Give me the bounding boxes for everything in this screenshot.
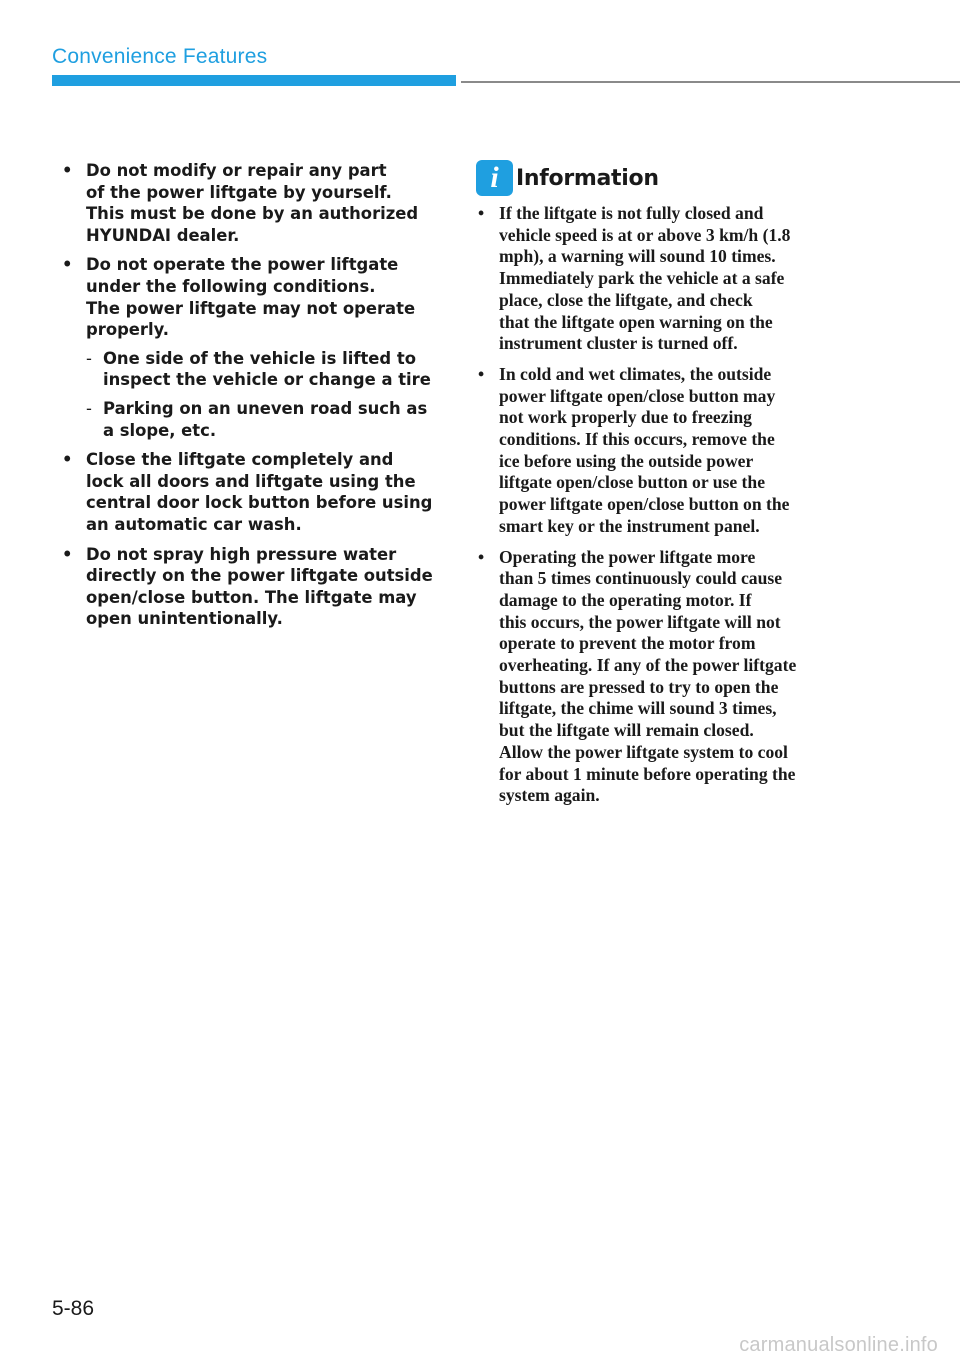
text-line: a slope, etc.: [103, 420, 217, 440]
text-line: Allow the power liftgate system to cool: [499, 741, 788, 762]
bullet-icon: •: [62, 450, 73, 470]
text-line: not work properly due to freezing: [499, 407, 752, 428]
text-line: power liftgate open/close button may: [499, 385, 776, 406]
text-line: Immediately park the vehicle at a safe: [499, 268, 785, 289]
text-line: place, close the liftgate, and check: [499, 289, 753, 310]
text-line: liftgate, the chime will sound 3 times,: [499, 698, 777, 719]
text-line: open/close button. The liftgate may: [86, 587, 417, 607]
section-title: Convenience Features: [52, 45, 268, 68]
text-line: overheating. If any of the power liftgate: [499, 655, 797, 676]
text-line: Do not modify or repair any part: [86, 161, 387, 180]
info-item: [478, 203, 858, 355]
bullet-icon: •: [62, 255, 73, 275]
text-line: but the liftgate will remain closed.: [499, 720, 754, 741]
text-line: directly on the power liftgate outside: [86, 566, 433, 586]
text-line: than 5 times continuously could cause: [499, 568, 783, 589]
bullet-icon: •: [62, 544, 73, 564]
warning-list: [62, 160, 442, 638]
text-line: conditions. If this occurs, remove the: [499, 429, 775, 450]
text-line: In cold and wet climates, the outside: [499, 363, 772, 384]
text-line: HYUNDAI dealer.: [86, 225, 240, 245]
bullet-icon: •: [478, 363, 485, 384]
text-line: under the following conditions.: [86, 276, 376, 296]
info-item: [478, 547, 858, 807]
text-line: The power liftgate may not operate: [86, 298, 416, 318]
text-line: buttons are pressed to try to open the: [499, 676, 779, 697]
warning-item: [62, 449, 442, 535]
dash-icon: -: [86, 398, 92, 418]
text-line: vehicle speed is at or above 3 km/h (1.8: [499, 224, 791, 245]
text-line: properly.: [86, 320, 170, 340]
text-line: Do not operate the power liftgate: [86, 255, 399, 275]
text-line: an automatic car wash.: [86, 514, 302, 534]
watermark: carmanualsonline.info: [739, 1334, 938, 1356]
page-number: 5-86: [52, 1297, 95, 1320]
text-line: smart key or the instrument panel.: [499, 515, 760, 536]
text-line: lock all doors and liftgate using the: [86, 471, 416, 491]
text-line: for about 1 minute before operating the: [499, 763, 796, 784]
text-line: operate to prevent the motor from: [499, 633, 756, 654]
information-title: Information: [516, 166, 659, 191]
text-line: If the liftgate is not fully closed and: [499, 203, 764, 223]
text-line: One side of the vehicle is lifted to: [103, 348, 416, 368]
info-icon: i: [476, 160, 513, 196]
text-line: ice before using the outside power: [499, 450, 754, 471]
warning-item: [62, 544, 442, 630]
text-line: power liftgate open/close button on the: [499, 494, 790, 515]
information-list: [478, 203, 858, 816]
text-line: This must be done by an authorized: [86, 204, 419, 224]
sub-item: [86, 398, 442, 441]
info-item: [478, 364, 858, 538]
warning-item: [62, 160, 442, 246]
bullet-icon: •: [478, 203, 485, 223]
text-line: system again.: [499, 785, 600, 806]
text-line: inspect the vehicle or change a tire: [103, 370, 431, 390]
text-line: damage to the operating motor. If: [499, 589, 752, 610]
text-line: Operating the power liftgate more: [499, 546, 756, 567]
text-line: open unintentionally.: [86, 609, 283, 629]
text-line: mph), a warning will sound 10 times.: [499, 246, 776, 267]
text-line: Close the liftgate completely and: [86, 450, 394, 470]
text-line: that the liftgate open warning on the: [499, 311, 773, 332]
text-line: Parking on an uneven road such as: [103, 398, 428, 418]
warning-item: [62, 254, 442, 441]
text-line: of the power liftgate by yourself.: [86, 182, 392, 202]
header-accent-bar: [52, 75, 456, 86]
text-line: Do not spray high pressure water: [86, 544, 397, 564]
sub-item: [86, 348, 442, 391]
dash-icon: -: [86, 348, 92, 368]
header-divider: [461, 81, 960, 83]
text-line: liftgate open/close button or use the: [499, 472, 766, 493]
bullet-icon: •: [62, 161, 73, 180]
text-line: central door lock button before using: [86, 493, 433, 513]
text-line: this occurs, the power liftgate will not: [499, 611, 781, 632]
bullet-icon: •: [478, 546, 485, 567]
text-line: instrument cluster is turned off.: [499, 333, 738, 354]
